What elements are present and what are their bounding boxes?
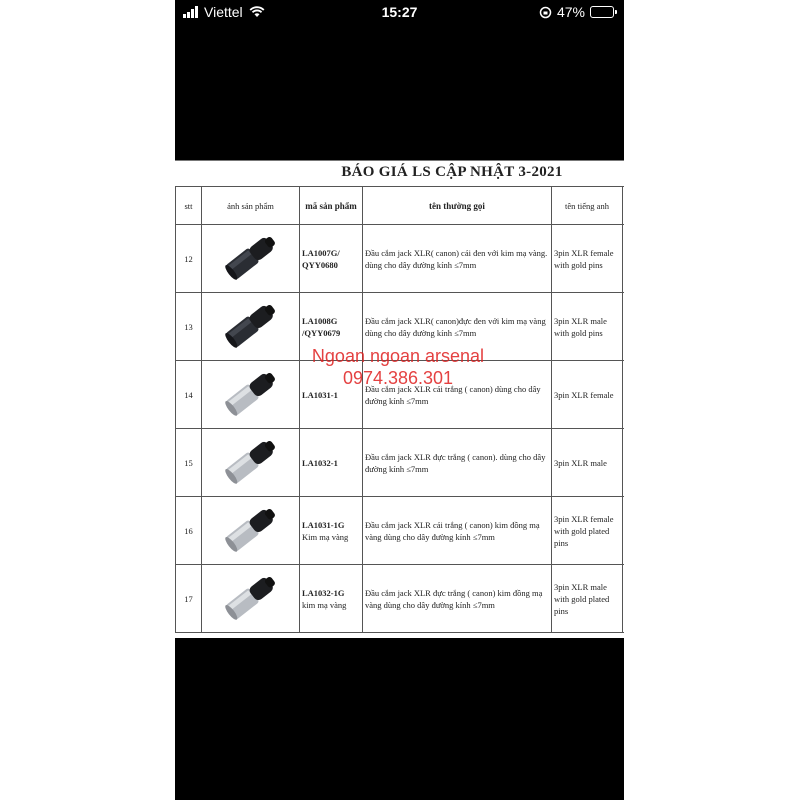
row-code <box>300 565 363 633</box>
row-code-main: LA1031-1 <box>302 389 338 400</box>
row-extra <box>623 497 625 565</box>
header-stt: stt <box>176 187 202 225</box>
phone-screen <box>175 0 624 800</box>
row-stt: 13 <box>176 293 202 361</box>
battery-percent: 47% <box>556 4 585 20</box>
row-description: Đầu cắm jack XLR( canon) cái đen với kim mạ vàng. dùng cho dây đường kính ≤7mm <box>363 225 552 293</box>
row-image <box>202 293 300 361</box>
row-english-name: 3pin XLR female <box>552 361 623 429</box>
table-header-row <box>176 187 625 225</box>
row-code-main: LA1032-1 <box>302 457 338 468</box>
connector-image <box>221 430 281 492</box>
row-description: Đầu cắm jack XLR cái trắng ( canon) kim đồng mạ vàng dùng cho dây đường kính ≤7mm <box>363 497 552 565</box>
connector-image <box>221 498 281 560</box>
row-extra <box>623 361 625 429</box>
price-list-document <box>175 160 624 638</box>
row-code-sub: kim mạ vàng <box>302 599 347 610</box>
table-row <box>176 497 625 565</box>
row-image <box>202 565 300 633</box>
row-code-sub: Kim mạ vàng <box>302 531 349 542</box>
connector-image <box>221 566 281 628</box>
status-bar <box>175 0 624 26</box>
row-english-name: 3pin XLR female with gold pins <box>552 225 623 293</box>
row-stt: 16 <box>176 497 202 565</box>
table-row <box>176 429 625 497</box>
header-english: tên tiếng anh <box>552 187 623 225</box>
row-description: Đầu cắm jack XLR cái trắng ( canon) dùng cho dây đường kính ≤7mm <box>363 361 552 429</box>
row-code <box>300 497 363 565</box>
clock: 15:27 <box>381 4 418 20</box>
status-right <box>539 4 614 20</box>
row-code <box>300 361 363 429</box>
row-stt: 12 <box>176 225 202 293</box>
row-description: Đầu cắm jack XLR đực trắng ( canon) kim đồng mạ vàng dùng cho dây đường kính ≤7mm <box>363 565 552 633</box>
watermark-phone: 0974.386.301 <box>342 368 454 388</box>
table-row <box>176 225 625 293</box>
row-code <box>300 429 363 497</box>
row-extra <box>623 225 625 293</box>
row-code-main: LA1008G /QYY0679 <box>302 315 341 338</box>
row-image <box>202 497 300 565</box>
carrier-label: Viettel <box>204 4 243 20</box>
row-description: Đầu cắm jack XLR đực trắng ( canon). dùng cho dây đường kính ≤7mm <box>363 429 552 497</box>
table-row <box>176 565 625 633</box>
row-code-main: LA1031-1G <box>302 519 345 530</box>
header-image: ảnh sản phẩm <box>202 187 300 225</box>
connector-image <box>221 294 281 356</box>
row-code <box>300 225 363 293</box>
row-english-name: 3pin XLR male with gold pins <box>552 293 623 361</box>
row-code-main: LA1032-1G <box>302 587 345 598</box>
row-code-main: LA1007G/ QYY0680 <box>302 247 340 270</box>
row-image <box>202 361 300 429</box>
orientation-lock-icon <box>539 6 552 19</box>
header-name: tên thường gọi <box>363 187 552 225</box>
table-row <box>176 361 625 429</box>
row-stt: 15 <box>176 429 202 497</box>
battery-icon <box>590 6 614 18</box>
price-table <box>175 186 624 633</box>
row-stt: 14 <box>176 361 202 429</box>
watermark-shop-name: Ngoan ngoan arsenal <box>311 346 485 366</box>
row-extra <box>623 565 625 633</box>
row-image <box>202 429 300 497</box>
row-stt: 17 <box>176 565 202 633</box>
row-description: Đầu cắm jack XLR( canon)đực đen với kim mạ vàng dùng cho dây đường kính ≤7mm <box>363 293 552 361</box>
row-english-name: 3pin XLR male with gold plated pins <box>552 565 623 633</box>
row-english-name: 3pin XLR male <box>552 429 623 497</box>
connector-image <box>221 226 281 288</box>
document-title: BÁO GIÁ LS CẬP NHẬT 3-2021 <box>341 164 563 180</box>
row-image <box>202 225 300 293</box>
row-extra <box>623 429 625 497</box>
table-row <box>176 293 625 361</box>
connector-image <box>221 362 281 424</box>
row-english-name: 3pin XLR female with gold plated pins <box>552 497 623 565</box>
header-code: mã sản phẩm <box>300 187 363 225</box>
row-code <box>300 293 363 361</box>
row-extra <box>623 293 625 361</box>
header-extra <box>623 187 625 225</box>
